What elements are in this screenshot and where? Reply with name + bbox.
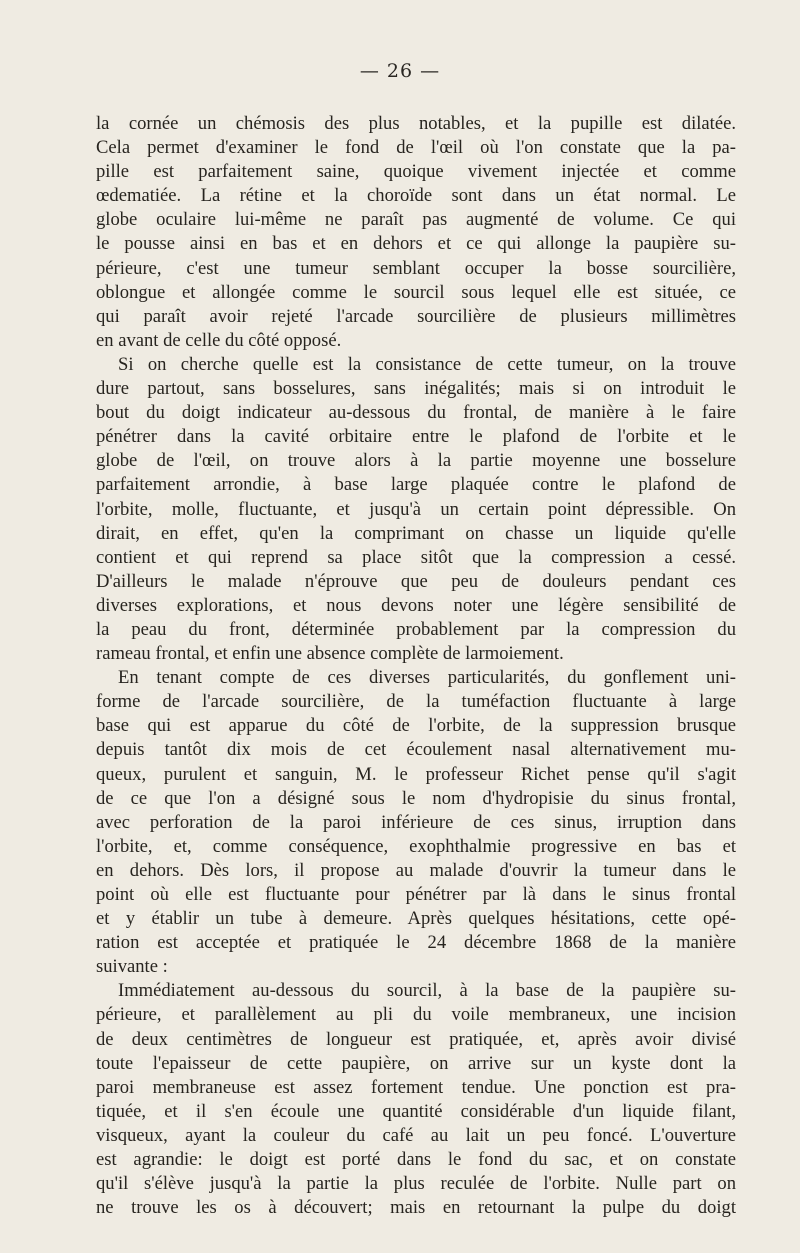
text-line: Si on cherche quelle est la consistance de cette tumeur, on la trouve bbox=[118, 353, 736, 375]
text-line: en avant de celle du côté opposé. bbox=[96, 329, 342, 351]
text-line: diverses explorations, et nous devons noter une légère sensibilité de bbox=[96, 594, 736, 616]
body-text bbox=[96, 112, 736, 1220]
text-line: contient et qui reprend sa place sitôt que la compression a cessé. bbox=[96, 546, 736, 568]
text-line: qu'il s'élève jusqu'à la partie la plus reculée de l'orbite. Nulle part on bbox=[96, 1173, 736, 1195]
page-number: — 26 — bbox=[359, 60, 441, 82]
text-line: point où elle est fluctuante pour pénétrer par là dans le sinus frontal bbox=[96, 884, 736, 905]
text-line: oblongue et allongée comme le sourcil sous lequel elle est située, ce bbox=[96, 281, 736, 303]
text-line: rameau frontal, et enfin une absence complète de larmoiement. bbox=[96, 643, 564, 665]
text-line: toute l'epaisseur de cette paupière, on arrive sur un kyste dont la bbox=[96, 1052, 736, 1074]
text-line: de deux centimètres de longueur est pratiquée, et, après avoir divisé bbox=[96, 1028, 736, 1050]
text-line: dure partout, sans bosselures, sans inégalités; mais si on introduit le bbox=[96, 378, 736, 400]
text-line: en dehors. Dès lors, il propose au malade d'ouvrir la tumeur dans le bbox=[96, 859, 736, 881]
text-line: parfaitement arrondie, à base large plaquée contre le plafond de bbox=[96, 474, 736, 496]
text-line: suivante : bbox=[96, 956, 168, 978]
text-line: la peau du front, déterminée probablement par la compression du bbox=[96, 618, 736, 640]
text-line: avec perforation de la paroi inférieure de ces sinus, irruption dans bbox=[96, 811, 736, 833]
text-line: globe de l'œil, on trouve alors à la partie moyenne une bosselure bbox=[96, 450, 736, 472]
text-line: ne trouve les os à découvert; mais en retournant la pulpe du doigt bbox=[96, 1197, 736, 1219]
text-line: périeure, c'est une tumeur semblant occuper la bosse sourcilière, bbox=[96, 257, 736, 279]
text-line: paroi membraneuse est assez fortement tendue. Une ponction est pra- bbox=[96, 1076, 736, 1098]
text-line: périeure, et parallèlement au pli du voile membraneux, une incision bbox=[96, 1004, 736, 1026]
text-line: forme de l'arcade sourcilière, de la tuméfaction fluctuante à large bbox=[96, 691, 736, 713]
text-line: le pousse ainsi en bas et en dehors et ce qui allonge la paupière su- bbox=[96, 233, 736, 255]
text-line: l'orbite, molle, fluctuante, et jusqu'à un certain point dépressible. On bbox=[96, 498, 736, 520]
text-line: de ce que l'on a désigné sous le nom d'hydropisie du sinus frontal, bbox=[96, 787, 736, 809]
text-line: pille est parfaitement saine, quoique vivement injectée et comme bbox=[96, 161, 736, 183]
text-line: qui paraît avoir rejeté l'arcade sourcilière de plusieurs millimètres bbox=[96, 305, 736, 327]
text-line: bout du doigt indicateur au-dessous du frontal, de manière à le faire bbox=[96, 402, 736, 424]
text-line: est agrandie: le doigt est porté dans le fond du sac, et on constate bbox=[96, 1149, 736, 1171]
text-line: visqueux, ayant la couleur du café au lait un peu foncé. L'ouverture bbox=[96, 1124, 736, 1146]
text-line: et y établir un tube à demeure. Après quelques hésitations, cette opé- bbox=[96, 908, 736, 930]
text-line: globe oculaire lui-même ne paraît pas augmenté de volume. Ce qui bbox=[96, 209, 736, 231]
text-line: Immédiatement au-dessous du sourcil, à la base de la paupière su- bbox=[118, 980, 736, 1002]
text-line: dirait, en effet, qu'en la comprimant on chasse un liquide qu'elle bbox=[96, 522, 736, 544]
text-line: l'orbite, et, comme conséquence, exophthalmie progressive en bas et bbox=[96, 835, 736, 857]
text-line: pénétrer dans la cavité orbitaire entre le plafond de l'orbite et le bbox=[96, 426, 736, 448]
text-line: base qui est apparue du côté de l'orbite, de la suppression brusque bbox=[96, 715, 736, 737]
text-line: D'ailleurs le malade n'éprouve que peu de douleurs pendant ces bbox=[96, 570, 736, 592]
text-line: tiquée, et il s'en écoule une quantité considérable d'un liquide filant, bbox=[96, 1100, 736, 1122]
text-line: En tenant compte de ces diverses particularités, du gonflement uni- bbox=[118, 667, 736, 689]
text-line: œdematiée. La rétine et la choroïde sont dans un état normal. Le bbox=[96, 185, 736, 207]
text-line: depuis tantôt dix mois de cet écoulement nasal alternativement mu- bbox=[96, 739, 736, 761]
text-line: la cornée un chémosis des plus notables, et la pupille est dilatée. bbox=[96, 113, 736, 134]
text-line: ration est acceptée et pratiquée le 24 décembre 1868 de la manière bbox=[96, 932, 736, 954]
text-line: Cela permet d'examiner le fond de l'œil où l'on constate que la pa- bbox=[96, 137, 736, 159]
text-line: queux, purulent et sanguin, M. le professeur Richet pense qu'il s'agit bbox=[96, 763, 736, 785]
